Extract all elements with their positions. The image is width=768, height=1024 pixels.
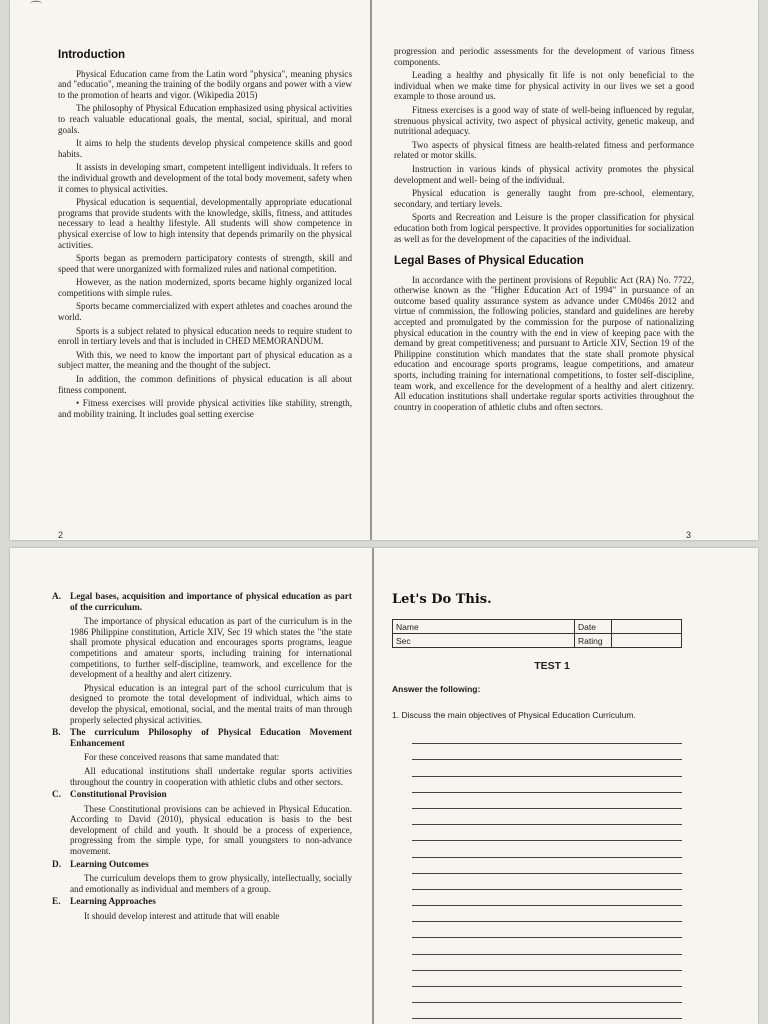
test-title: TEST 1 (534, 660, 570, 672)
answer-line[interactable] (412, 744, 682, 760)
paragraph: Sports and Recreation and Leisure is the proper classification for physical education both from logical perspective. It provides opportunities for socialization as well as for the development of the capacities of the individual. (394, 212, 694, 244)
date-field[interactable] (612, 620, 682, 634)
paragraph: progression and periodic assessments for the development of various fitness components. (394, 46, 694, 67)
paragraph: It aims to help the students develop physical competence skills and good habits. (58, 138, 352, 159)
paragraph: Sports is a subject related to physical education needs to require student to enroll in tertiary levels and that is included in CHED MEMORANDUM. (58, 325, 352, 347)
item-title: Learning Approaches (70, 897, 156, 908)
paragraph: Physical education is sequential, developmentally appropriate educational programs that provide students with the knowledge, skills, fitness, and attitudes necessary to lead a healthy lifestyle. All students will show competence in physical exercise of low to high intensity that depends primarily on the physical activities. (58, 197, 352, 250)
paragraph: However, as the nation modernized, sports became highly organized local competitions with simple rules. (58, 277, 352, 298)
outline-item-c (52, 790, 352, 857)
outline-item-b (52, 728, 352, 787)
answer-line[interactable] (412, 809, 682, 825)
paragraph: Two aspects of physical fitness are health-related fitness and performance related or motor skills. (394, 139, 694, 161)
page-number-2: 2 (58, 530, 64, 540)
outline-item-e (52, 897, 352, 921)
legal-paragraph: In accordance with the pertinent provisions of Republic Act (RA) No. 7722, otherwise known as the "Higher Education Act of 1994" in pursuance of an outcome based quality assurance system as advance under CM046s 2012 and virtue of commission, the following policies, standard and guidelines are hereby accepted and promulgated by the commission for the purpose of nationalizing physical education in the country with the end in view of keeping pace with the demand by great competitiveness; and pursuant to Article XIV, Section 19 of the Philippine constitution which mandates that the state shall promote physical education and encourage sports programs, league competitions, and amateur sports, including training for international competitions, to foster self-discipline, team work, and excellence for the development of a healthy and alert citizenry. All education institutions shall undertake regular sports activities throughout the country in cooperation of athletic clubs and often sectors. (394, 274, 694, 412)
answer-line[interactable] (412, 793, 682, 809)
question-1: 1. Discuss the main objectives of Physical Education Curriculum. (392, 710, 636, 720)
book-gutter (370, 0, 372, 540)
paragraph: Physical education is an integral part of the school curriculum that is designed to promote the total development of individual, which aims to develop the physical, emotional, social, and the mental traits of man through properly selected physical activities. (70, 682, 352, 725)
item-letter: E. (52, 897, 61, 908)
paragraph: All educational institutions shall undertake regular sports activities throughout the country in cooperation with athletic clubs and other sectors. (70, 765, 352, 787)
paragraph: • Fitness exercises will provide physical activities like stability, strength, and mobility training. It includes goal setting exercise (58, 398, 352, 419)
answer-line[interactable] (412, 955, 682, 971)
answer-line[interactable] (412, 971, 682, 987)
worksheet (392, 592, 712, 1024)
page-3-column (394, 46, 694, 415)
answer-line[interactable] (412, 825, 682, 841)
answer-line[interactable] (412, 760, 682, 776)
paragraph: The importance of physical education as part of the curriculum is in the 1986 Philippine constitution, Article XIV, Sec 19 which states the "the state shall promote physical education and encourages sports programs, league competitions and amateur sports, including training for international competitions, to further self-discipline, teamwork, and excellence for the development of a healthy and alert citizenry. (70, 616, 352, 680)
answer-line[interactable] (412, 906, 682, 922)
name-label: Name (393, 620, 575, 634)
item-letter: B. (52, 728, 61, 739)
answer-line[interactable] (412, 1019, 682, 1024)
paragraph: Physical education is generally taught from pre-school, elementary, secondary, and tertiary levels. (394, 188, 694, 209)
paragraph: It assists in developing smart, competent intelligent individuals. It refers to the individual growth and development of the total body movement, safety when it comes to physical activities. (58, 162, 352, 194)
paragraph: The curriculum develops them to grow physically, intellectually, socially and emotionally as individual and members of a group. (70, 873, 352, 894)
pen-mark: ⌒ (30, 0, 43, 14)
paragraph: These Constitutional provisions can be achieved in Physical Education. According to David (2010), physical education is basis to the best development of child and youth. It should be a process of experience, progressing from the simple type, for small youngsters to non-advance movement. (70, 803, 352, 857)
paragraph: With this, we need to know the important part of physical education as a subject matter, the meaning and the thought of the subject. (58, 349, 352, 371)
item-title: Legal bases, acquisition and importance of physical education as part of the curriculum. (70, 592, 352, 613)
page-2-column (58, 50, 352, 422)
paragraph: Sports became commercialized with expert athletes and coaches around the world. (58, 301, 352, 323)
rating-field[interactable] (612, 634, 682, 648)
curriculum-outline (52, 592, 352, 925)
date-label: Date (575, 620, 612, 634)
sec-label: Sec (393, 634, 575, 648)
paragraph: It should develop interest and attitude that will enable (84, 911, 280, 922)
outline-item-a (52, 592, 352, 725)
answer-line[interactable] (412, 922, 682, 938)
answer-line[interactable] (412, 874, 682, 890)
student-info-table (392, 619, 682, 648)
answer-line[interactable] (412, 728, 682, 744)
answer-line[interactable] (412, 777, 682, 793)
item-letter: A. (52, 592, 62, 602)
book-gutter (372, 548, 374, 1024)
item-letter: D. (52, 859, 62, 870)
answer-line[interactable] (412, 858, 682, 874)
answer-line[interactable] (412, 1003, 682, 1019)
bottom-spread (10, 548, 758, 1024)
rating-label: Rating (575, 634, 612, 648)
paragraph: Sports began as premodern participatory contests of strength, skill and speed that were unorganized with formalized rules and national competition. (58, 253, 352, 274)
paragraph: For these conceived reasons that same mandated that: (84, 752, 280, 763)
legal-bases-heading: Legal Bases of Physical Education (394, 255, 584, 268)
top-spread (10, 0, 758, 540)
item-letter: C. (52, 790, 62, 801)
item-title: Constitutional Provision (70, 790, 167, 801)
outline-item-d (52, 860, 352, 895)
answer-lines[interactable] (392, 728, 712, 1024)
paragraph: Physical Education came from the Latin word "physica", meaning physics and "educatio", meaning the training of the bodily organs and power with a view to the promotion of hearts and vigor. (Wikipedia 2015) (58, 68, 352, 100)
paragraph: In addition, the common definitions of physical education is all about fitness component. (58, 374, 352, 395)
item-title: The curriculum Philosophy of Physical Education Movement Enhancement (70, 728, 352, 749)
page-number-3: 3 (686, 530, 692, 540)
answer-line[interactable] (412, 841, 682, 857)
paragraph: Instruction in various kinds of physical activity promotes the physical development and well- being of the individual. (394, 163, 694, 185)
paragraph: The philosophy of Physical Education emphasized using physical activities to reach valuable educational goals, the mental, social, spiritual, and moral goals. (58, 103, 352, 135)
paragraph: Fitness exercises is a good way of state of well-being influenced by regular, strenuous physical activity, two aspect of physical activity, genetic makeup, and nutritional adequacy. (394, 104, 694, 137)
introduction-heading: Introduction (58, 49, 126, 61)
lets-do-this-heading: Let's Do This. (392, 592, 492, 607)
answer-instructions: Answer the following: (392, 684, 481, 694)
item-title: Learning Outcomes (70, 859, 149, 870)
answer-line[interactable] (412, 987, 682, 1003)
answer-line[interactable] (412, 938, 682, 954)
paragraph: Leading a healthy and physically fit life is not only beneficial to the individual when we make time for physical activity in our lives we set a good example to those around us. (394, 70, 694, 102)
answer-line[interactable] (412, 890, 682, 906)
